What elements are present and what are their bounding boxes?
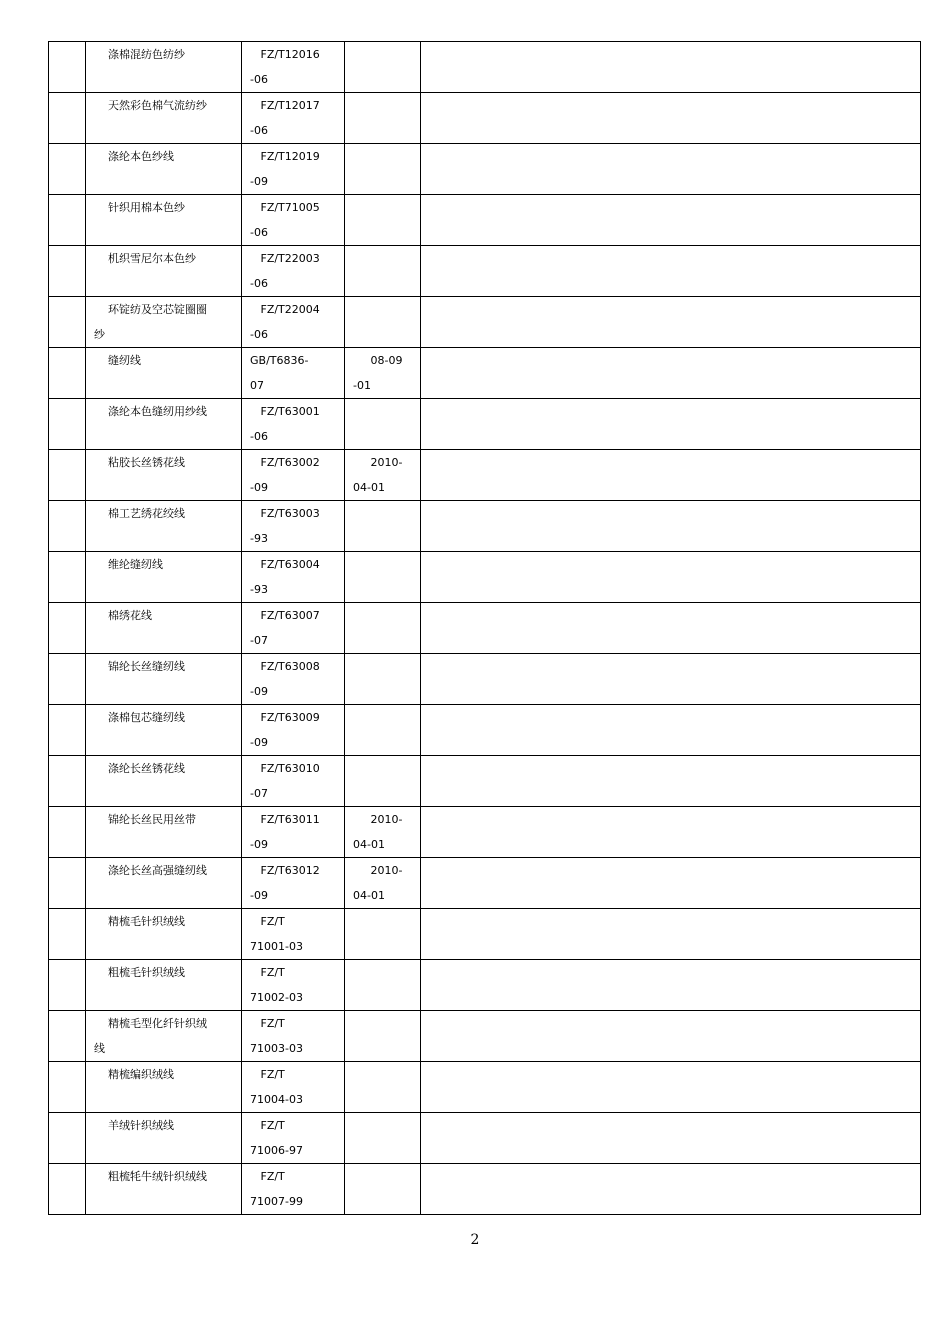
table-row [49,603,921,654]
name-cell-line: 涤纶长丝锈花线 [94,762,185,775]
standard-code-cell [242,144,345,195]
standard-code-cell-line: FZ/T [250,1170,285,1183]
date-cell [345,603,421,654]
standard-code-cell-line: -09 [250,736,268,749]
date-cell [345,348,421,399]
date-cell-line: 2010- [353,456,403,469]
name-cell-line: 粗梳牦牛绒针织绒线 [94,1170,207,1183]
remarks-cell [421,654,921,705]
standard-code-cell-line: FZ/T [250,1017,285,1030]
standard-code-cell [242,603,345,654]
index-cell [49,807,86,858]
standard-code-cell-line: 71007-99 [250,1195,303,1208]
name-cell [86,858,242,909]
standard-code-cell-line: -07 [250,634,268,647]
name-cell-line: 粘胶长丝锈花线 [94,456,185,469]
standard-code-cell [242,246,345,297]
index-cell [49,246,86,297]
standard-code-cell-line: 07 [250,379,264,392]
name-cell-line: 粗梳毛针织绒线 [94,966,185,979]
name-cell-line: 锦纶长丝缝纫线 [94,660,185,673]
name-cell [86,195,242,246]
name-cell [86,756,242,807]
date-cell [345,297,421,348]
name-cell [86,348,242,399]
remarks-cell [421,705,921,756]
standard-code-cell [242,399,345,450]
name-cell [86,399,242,450]
name-cell [86,654,242,705]
date-cell [345,909,421,960]
standard-code-cell-line: -06 [250,73,268,86]
name-cell [86,705,242,756]
standard-code-cell-line: -93 [250,532,268,545]
date-cell [345,195,421,246]
index-cell [49,42,86,93]
standard-code-cell-line: -06 [250,124,268,137]
standard-code-cell-line: FZ/T63001 [250,405,320,418]
standard-code-cell-line: FZ/T12017 [250,99,320,112]
table-row [49,756,921,807]
table-row [49,144,921,195]
table-row [49,552,921,603]
standard-code-cell-line: -07 [250,787,268,800]
standard-code-cell-line: FZ/T22003 [250,252,320,265]
index-cell [49,348,86,399]
standard-code-cell-line: -09 [250,175,268,188]
standard-code-cell [242,756,345,807]
index-cell [49,960,86,1011]
date-cell-line: 2010- [353,864,403,877]
standard-code-cell-line: FZ/T12016 [250,48,320,61]
standard-code-cell [242,93,345,144]
name-cell-line: 涤棉包芯缝纫线 [94,711,185,724]
standard-code-cell [242,1164,345,1215]
date-cell [345,552,421,603]
index-cell [49,1164,86,1215]
date-cell [345,450,421,501]
date-cell-line: -01 [353,379,371,392]
standard-code-cell-line: FZ/T [250,1119,285,1132]
date-cell-line: 08-09 [353,354,403,367]
standard-code-cell-line: GB/T6836- [250,354,309,367]
index-cell [49,603,86,654]
remarks-cell [421,603,921,654]
table-row [49,909,921,960]
index-cell [49,705,86,756]
table-row [49,297,921,348]
name-cell-line: 涤纶本色缝纫用纱线 [94,405,207,418]
standard-code-cell-line: FZ/T63008 [250,660,320,673]
remarks-cell [421,195,921,246]
standard-code-cell [242,195,345,246]
standard-code-cell-line: FZ/T12019 [250,150,320,163]
standard-code-cell [242,1062,345,1113]
name-cell-line: 棉工艺绣花绞线 [94,507,185,520]
standard-code-cell-line: -09 [250,481,268,494]
remarks-cell [421,756,921,807]
name-cell [86,1164,242,1215]
index-cell [49,399,86,450]
date-cell [345,1113,421,1164]
date-cell [345,1164,421,1215]
index-cell [49,654,86,705]
index-cell [49,1011,86,1062]
name-cell [86,93,242,144]
standard-code-cell-line: 71002-03 [250,991,303,1004]
date-cell [345,756,421,807]
name-cell [86,246,242,297]
name-cell [86,1011,242,1062]
date-cell [345,1062,421,1113]
index-cell [49,144,86,195]
standard-code-cell [242,960,345,1011]
page-number: 2 [470,1232,480,1248]
name-cell [86,144,242,195]
name-cell-line: 棉绣花线 [94,609,152,622]
name-cell-line: 维纶缝纫线 [94,558,163,571]
standard-code-cell-line: FZ/T63004 [250,558,320,571]
name-cell [86,807,242,858]
date-cell-line: 04-01 [353,889,385,902]
remarks-cell [421,399,921,450]
date-cell [345,246,421,297]
standard-code-cell-line: FZ/T63002 [250,456,320,469]
table-row [49,450,921,501]
date-cell [345,858,421,909]
name-cell [86,501,242,552]
standard-code-cell-line: FZ/T63012 [250,864,320,877]
table-row [49,195,921,246]
name-cell-line: 精梳毛型化纤针织绒 [94,1017,207,1030]
date-cell [345,960,421,1011]
remarks-cell [421,246,921,297]
remarks-cell [421,42,921,93]
index-cell [49,1062,86,1113]
name-cell-line: 涤棉混纺色纺纱 [94,48,185,61]
standard-code-cell-line: -06 [250,328,268,341]
table-row [49,1062,921,1113]
standard-code-cell-line: 71001-03 [250,940,303,953]
remarks-cell [421,552,921,603]
index-cell [49,552,86,603]
table-row [49,807,921,858]
standard-code-cell [242,1011,345,1062]
standard-code-cell-line: 71004-03 [250,1093,303,1106]
table-row [49,960,921,1011]
standard-code-cell-line: -09 [250,838,268,851]
standard-code-cell [242,42,345,93]
remarks-cell [421,1062,921,1113]
standard-code-cell [242,1113,345,1164]
remarks-cell [421,93,921,144]
name-cell-line: 涤纶本色纱线 [94,150,174,163]
date-cell [345,144,421,195]
standard-code-cell [242,297,345,348]
name-cell [86,1062,242,1113]
remarks-cell [421,858,921,909]
name-cell-line: 缝纫线 [94,354,141,367]
standard-code-cell [242,501,345,552]
remarks-cell [421,909,921,960]
index-cell [49,93,86,144]
name-cell-line: 机织雪尼尔本色纱 [94,252,196,265]
name-cell [86,42,242,93]
standard-code-cell [242,909,345,960]
index-cell [49,1113,86,1164]
table-row [49,1011,921,1062]
table-row [49,93,921,144]
name-cell-line: 精梳毛针织绒线 [94,915,185,928]
table-row [49,42,921,93]
name-cell-line: 天然彩色棉气流纺纱 [94,99,207,112]
date-cell [345,501,421,552]
table-row [49,1164,921,1215]
remarks-cell [421,1011,921,1062]
standard-code-cell [242,807,345,858]
standard-code-cell-line: 71003-03 [250,1042,303,1055]
standard-code-cell-line: 71006-97 [250,1144,303,1157]
table-row [49,858,921,909]
name-cell [86,1113,242,1164]
standard-code-cell-line: FZ/T71005 [250,201,320,214]
date-cell [345,807,421,858]
name-cell [86,297,242,348]
name-cell-line: 环锭纺及空芯锭圈圈 [94,303,207,316]
name-cell [86,552,242,603]
remarks-cell [421,1164,921,1215]
index-cell [49,501,86,552]
standard-code-cell [242,705,345,756]
index-cell [49,756,86,807]
date-cell [345,399,421,450]
index-cell [49,858,86,909]
standard-code-cell-line: FZ/T63003 [250,507,320,520]
table-row [49,654,921,705]
name-cell [86,450,242,501]
standard-code-cell-line: -06 [250,226,268,239]
standard-code-cell-line: -06 [250,277,268,290]
standards-table [48,41,921,1215]
standard-code-cell-line: FZ/T63009 [250,711,320,724]
date-cell [345,654,421,705]
date-cell [345,93,421,144]
table-row [49,1113,921,1164]
name-cell-line: 羊绒针织绒线 [94,1119,174,1132]
standard-code-cell-line: -93 [250,583,268,596]
standard-code-cell [242,348,345,399]
standard-code-cell [242,858,345,909]
table-row [49,348,921,399]
name-cell [86,909,242,960]
standard-code-cell [242,552,345,603]
standard-code-cell-line: FZ/T [250,1068,285,1081]
name-cell-line: 涤纶长丝高强缝纫线 [94,864,207,877]
standard-code-cell [242,654,345,705]
name-cell [86,603,242,654]
standard-code-cell-line: FZ/T63010 [250,762,320,775]
remarks-cell [421,960,921,1011]
standard-code-cell-line: FZ/T [250,915,285,928]
name-cell-line: 锦纶长丝民用丝带 [94,813,196,826]
remarks-cell [421,348,921,399]
standard-code-cell-line: -06 [250,430,268,443]
remarks-cell [421,144,921,195]
remarks-cell [421,450,921,501]
standard-code-cell-line: -09 [250,889,268,902]
date-cell-line: 2010- [353,813,403,826]
name-cell-line: 针织用棉本色纱 [94,201,185,214]
index-cell [49,450,86,501]
date-cell-line: 04-01 [353,838,385,851]
index-cell [49,297,86,348]
table-row [49,399,921,450]
index-cell [49,195,86,246]
name-cell-line: 线 [94,1042,105,1055]
date-cell [345,705,421,756]
name-cell-line: 精梳编织绒线 [94,1068,174,1081]
remarks-cell [421,1113,921,1164]
standard-code-cell-line: FZ/T22004 [250,303,320,316]
standard-code-cell-line: -09 [250,685,268,698]
index-cell [49,909,86,960]
standard-code-cell [242,450,345,501]
standard-code-cell-line: FZ/T63007 [250,609,320,622]
remarks-cell [421,807,921,858]
standards-table-body [49,42,921,1215]
table-row [49,246,921,297]
table-row [49,705,921,756]
standard-code-cell-line: FZ/T63011 [250,813,320,826]
remarks-cell [421,501,921,552]
standard-code-cell-line: FZ/T [250,966,285,979]
name-cell [86,960,242,1011]
date-cell [345,42,421,93]
name-cell-line: 纱 [94,328,105,341]
table-row [49,501,921,552]
date-cell-line: 04-01 [353,481,385,494]
remarks-cell [421,297,921,348]
date-cell [345,1011,421,1062]
